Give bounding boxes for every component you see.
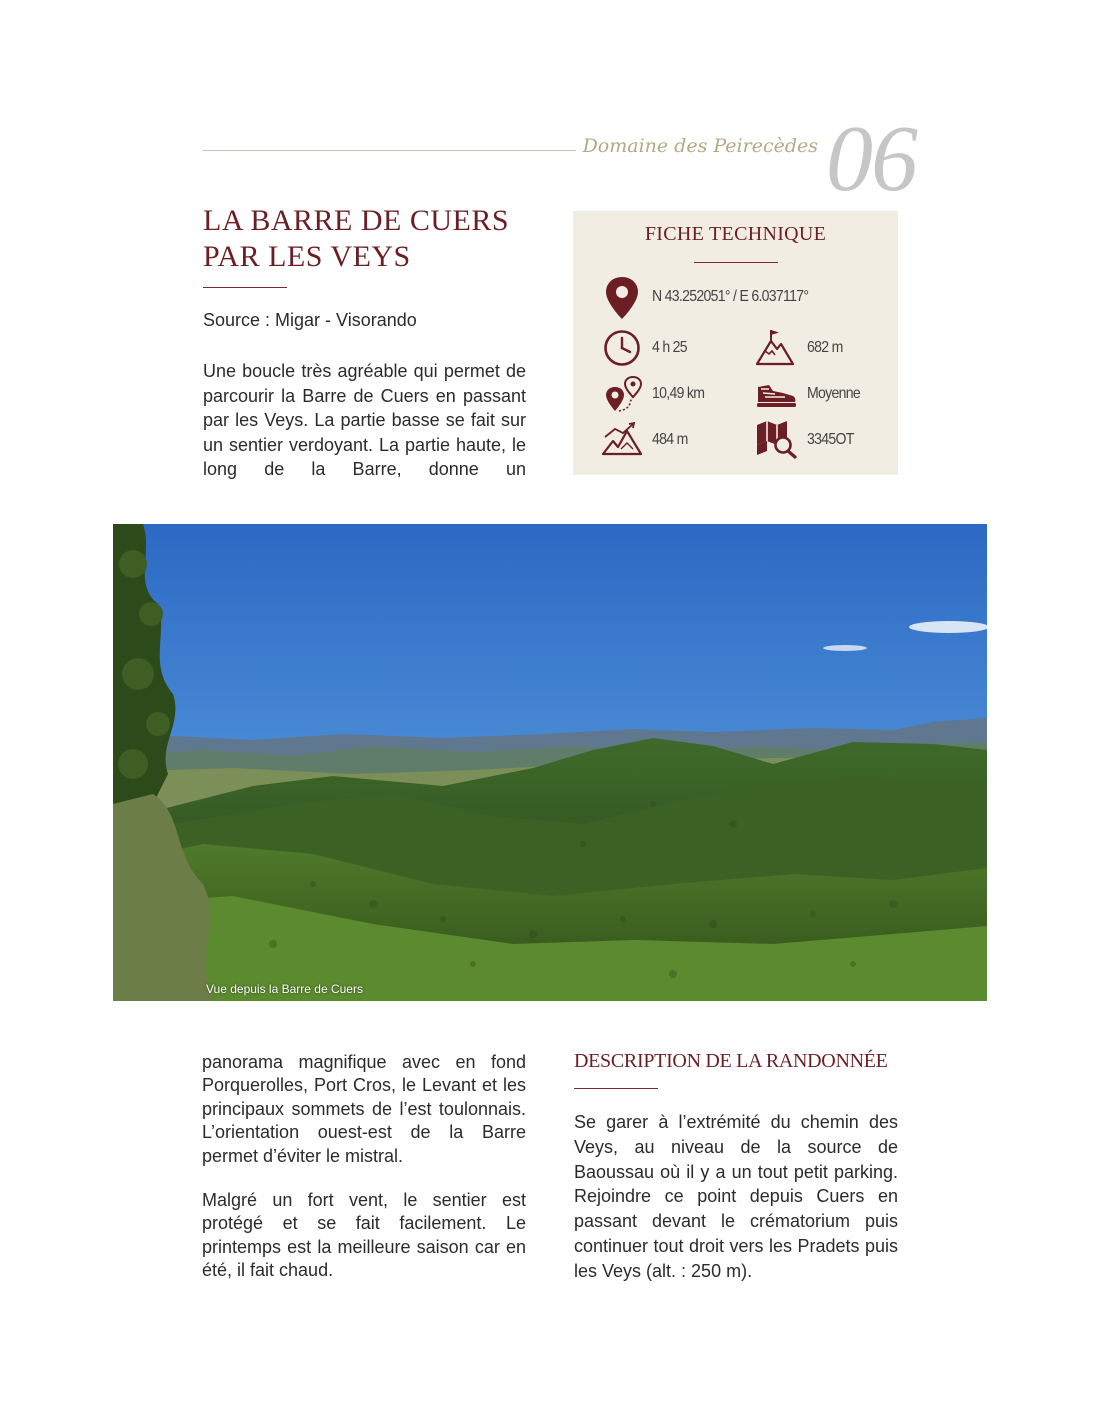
panorama-paragraph: panorama magnifique avec en fond Porquerolles, Port Cros, le Levant et les principaux sommets de l’est toulonnais. L’orientation ouest-est de la Barre permet d’éviter le mistral. bbox=[202, 1052, 526, 1166]
fiche-technique-box bbox=[573, 211, 898, 475]
intro-paragraph: Une boucle très agréable qui permet de parcourir la Barre de Cuers en passant par les Veys. La partie basse se fait sur un sentier verdoyant. La partie haute, le long de la Barre, donne un bbox=[203, 361, 526, 479]
wind-paragraph: Malgré un fort vent, le sentier est protégé et se fait facilement. Le printemps est la meilleure saison car en été, il fait chaud. bbox=[202, 1190, 526, 1281]
fiche-title: FICHE TECHNIQUE bbox=[644, 223, 827, 245]
fiche-elevation-gain: 484 m bbox=[652, 431, 688, 448]
description-title: DESCRIPTION DE LA RANDONNÉE bbox=[574, 1050, 888, 1072]
landscape-photo bbox=[113, 524, 987, 1001]
fiche-coords: N 43.252051° / E 6.037117° bbox=[652, 288, 809, 305]
title-rule bbox=[203, 287, 287, 288]
source-credit: Source : Migar - Visorando bbox=[203, 310, 417, 330]
route-distance-icon bbox=[603, 375, 643, 415]
chapter-number: 06 bbox=[826, 107, 916, 211]
description-rule bbox=[574, 1088, 658, 1089]
fiche-rule bbox=[694, 262, 778, 263]
header-rule bbox=[203, 150, 576, 151]
location-pin-icon bbox=[603, 275, 641, 321]
title-line-1: LA BARRE DE CUERS bbox=[203, 204, 510, 237]
fiche-difficulty: Moyenne bbox=[807, 385, 861, 402]
page-title bbox=[203, 203, 563, 275]
domain-name: Domaine des Peirecèdes bbox=[582, 135, 818, 157]
map-search-icon bbox=[755, 419, 797, 459]
title-line-2: PAR LES VEYS bbox=[203, 240, 411, 273]
fiche-duration: 4 h 25 bbox=[652, 339, 687, 356]
clock-icon bbox=[603, 329, 641, 367]
description-paragraph: Se garer à l’extrémité du chemin des Veys, au niveau de la source de Baoussau où il y a un tout petit parking. Rejoindre ce point depuis Cuers en passant devant le crématorium puis continuer tout droit vers les Pradets puis les Veys (alt. : 250 m). bbox=[574, 1112, 898, 1281]
photo-caption: Vue depuis la Barre de Cuers bbox=[206, 982, 363, 996]
hiking-shoe-icon bbox=[755, 379, 797, 409]
elevation-gain-icon bbox=[601, 421, 643, 457]
fiche-distance: 10,49 km bbox=[652, 385, 705, 402]
fiche-map-ref: 3345OT bbox=[807, 431, 854, 448]
fiche-altitude-max: 682 m bbox=[807, 339, 843, 356]
mountain-summit-icon bbox=[755, 327, 795, 367]
